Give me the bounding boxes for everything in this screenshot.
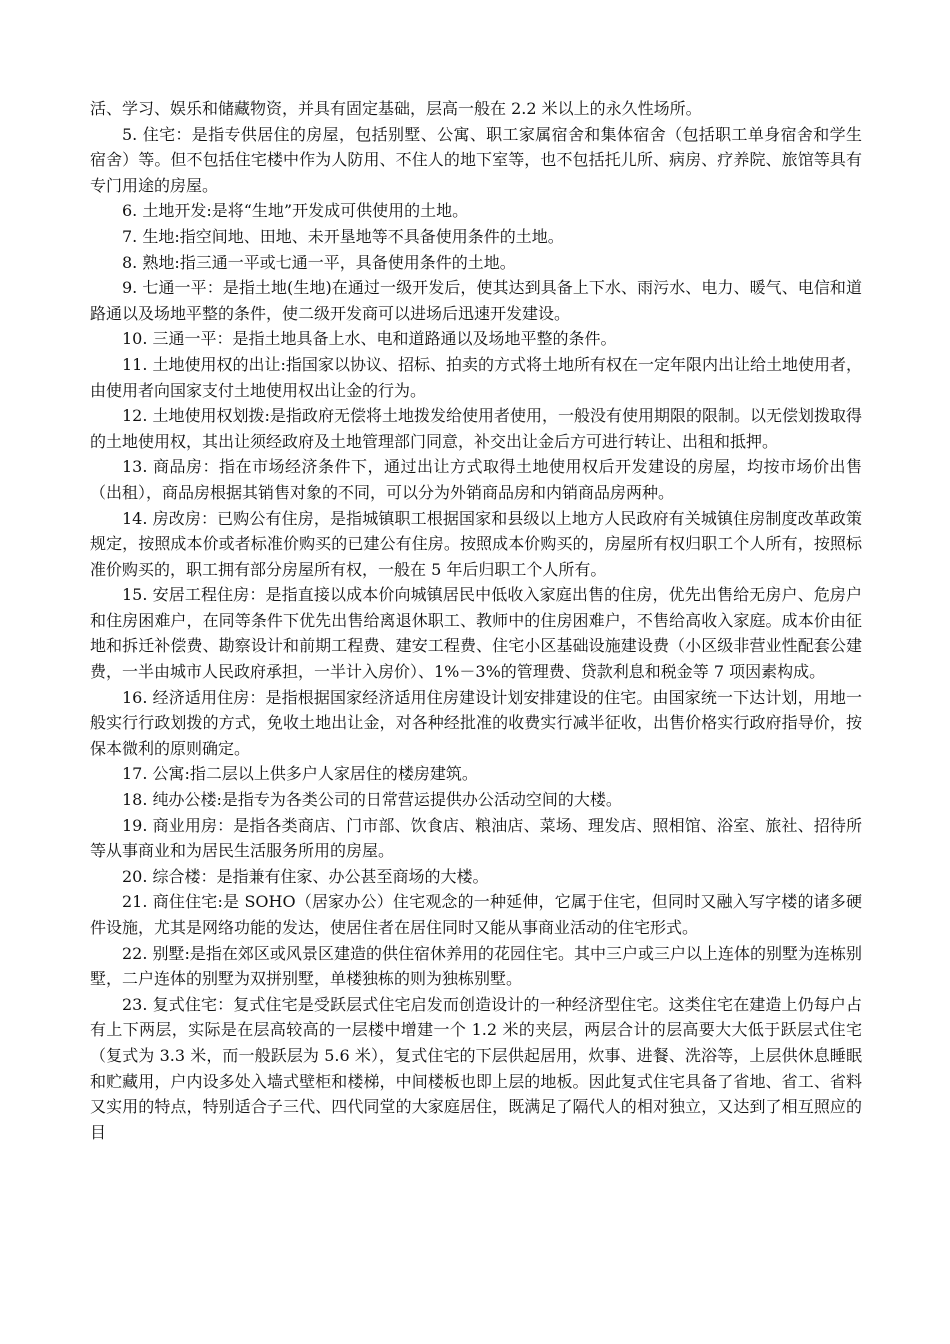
paragraph-item-14-reform-housing: 14. 房改房：已购公有住房，是指城镇职工根据国家和县级以上地方人民政府有关城镇住房制度改革政策规定，按照成本价或者标准价购买的已建公有住房。按照成本价购买的，房屋所有权归职工个人所有，按照标准价购买的，职工拥有部分房屋所有权，一般在 5 年后归职工个人所有。 — [90, 508, 862, 579]
paragraph-item-23-duplex-residence: 23. 复式住宅：复式住宅是受跃层式住宅启发而创造设计的一种经济型住宅。这类住宅在建造上仍每户占有上下两层，实际是在层高较高的一层楼中增建一个 1.2 米的夹层，两层合计的层高要大大低于跃层式住宅（复式为 3.3 米，而一般跃层为 5.6 米），复式住宅的下层供起居用，炊事、进餐、洗浴等，上层供休息睡眠和贮藏用，户内设多处入墙式壁柜和楼梯，中间楼板也即上层的地板。因此复式住宅具备了省地、省工、省料又实用的特点，特别适合子三代、四代同堂的大家庭居住，既满足了隔代人的相对独立，又达到了相互照应的目 — [90, 994, 862, 1142]
paragraph-item-12-land-allocation: 12. 土地使用权划拨:是指政府无偿将土地拨发给使用者使用，一般没有使用期限的限制。以无偿划拨取得的土地使用权，其出让须经政府及土地管理部门同意，补交出让金后方可进行转让、出租和抵押。 — [90, 406, 862, 451]
paragraph-item-19-commercial-premises: 19. 商业用房：是指各类商店、门市部、饮食店、粮油店、菜场、理发店、照相馆、浴室、旅社、招待所等从事商业和为居民生活服务所用的房屋。 — [90, 815, 862, 861]
paragraph-item-9-seven-connections: 9. 七通一平：是指土地(生地)在通过一级开发后，使其达到具备上下水、雨污水、电力、暖气、电信和道路通以及场地平整的条件，使二级开发商可以进场后迅速开发建设。 — [90, 278, 862, 323]
paragraph-item-13-commercial-housing: 13. 商品房：指在市场经济条件下，通过出让方式取得土地使用权后开发建设的房屋，均按市场价出售（出租），商品房根据其销售对象的不同，可以分为外销商品房和内销商品房两种。 — [90, 457, 862, 502]
paragraph-item-7-raw-land: 7. 生地:指空间地、田地、未开垦地等不具备使用条件的土地。 — [122, 226, 564, 246]
paragraph-item-20-complex-building: 20. 综合楼：是指兼有住家、办公甚至商场的大楼。 — [122, 866, 489, 886]
paragraph-item-10-three-connections: 10. 三通一平：是指土地具备上水、电和道路通以及场地平整的条件。 — [122, 329, 617, 349]
paragraph-item-17-apartment: 17. 公寓:指二层以上供多户人家居住的楼房建筑。 — [122, 764, 478, 784]
paragraph-item-21-soho-residence: 21. 商住住宅:是 SOHO（居家办公）住宅观念的一种延伸，它属于住宅，但同时又融入写字楼的诸多硬件设施，尤其是网络功能的发达，使居住者在居住同时又能从事商业活动的住宅形式。 — [90, 892, 862, 937]
paragraph-item-5-residence: 5. 住宅：是指专供居住的房屋，包括别墅、公寓、职工家属宿舍和集体宿舍（包括职工单身宿舍和学生宿舍）等。但不包括住宅楼中作为人防用、不住人的地下室等，也不包括托儿所、病房、疗养院、旅馆等具有专门用途的房屋。 — [90, 124, 862, 195]
paragraph-item-15-comfort-housing: 15. 安居工程住房：是指直接以成本价向城镇居民中低收入家庭出售的住房，优先出售给无房户、危房户和住房困难户，在同等条件下优先出售给离退休职工、教师中的住房困难户，不售给高收入家庭。成本价由征地和拆迁补偿费、勘察设计和前期工程费、建安工程费、住宅小区基础设施建设费（小区级非营业性配套公建费，一半由城市人民政府承担，一半计入房价）、1%－3%的管理费、贷款利息和税金等 7 项因素构成。 — [90, 585, 862, 682]
paragraph-item-11-land-use-transfer: 11. 土地使用权的出让:指国家以协议、招标、拍卖的方式将土地所有权在一定年限内出让给土地使用者，由使用者向国家支付土地使用权出让金的行为。 — [90, 354, 862, 400]
paragraph-item-16-affordable-housing: 16. 经济适用住房：是指根据国家经济适用住房建设计划安排建设的住宅。由国家统一下达计划，用地一般实行行政划拨的方式，免收土地出让金，对各种经批准的收费实行减半征收，出售价格实行政府指导价，按保本微利的原则确定。 — [90, 687, 862, 758]
paragraph-item-6-land-development: 6. 土地开发:是将“生地”开发成可供使用的土地。 — [122, 201, 469, 221]
document-page — [90, 96, 862, 1145]
paragraph-continuation: 活、学习、娱乐和储藏物资，并具有固定基础，层高一般在 2.2 米以上的永久性场所。 — [90, 99, 702, 118]
paragraph-item-8-developed-land: 8. 熟地:指三通一平或七通一平，具备使用条件的土地。 — [122, 252, 516, 272]
paragraph-item-22-villa: 22. 别墅:是指在郊区或风景区建造的供住宿休养用的花园住宅。其中三户或三户以上连体的别墅为连栋别墅，二户连体的别墅为双拼别墅，单楼独栋的则为独栋别墅。 — [90, 943, 862, 989]
paragraph-item-18-office-building: 18. 纯办公楼:是指专为各类公司的日常营运提供办公活动空间的大楼。 — [122, 790, 622, 810]
